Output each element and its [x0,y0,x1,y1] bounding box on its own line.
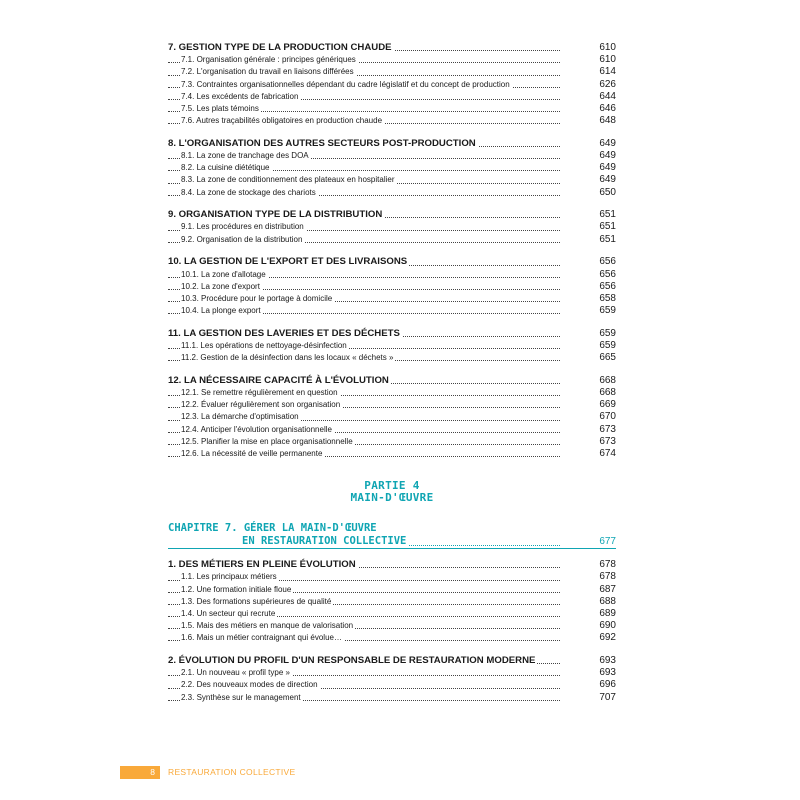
toc-subsection-page: 649 [599,174,616,186]
toc-section-title: 9. ORGANISATION TYPE DE LA DISTRIBUTION [168,209,383,221]
toc-subsection-page: 707 [599,691,616,703]
toc-subsection[interactable] [168,187,616,199]
toc-subsection-title: 8.2. La cuisine diététique [181,162,272,174]
toc-subsection-page: 670 [599,411,616,423]
toc-subsection[interactable] [168,281,616,293]
toc-section[interactable] [168,138,616,150]
chapter-heading[interactable] [168,522,616,548]
toc-subsection-page: 659 [599,339,616,351]
toc-subsection[interactable] [168,79,616,91]
toc-subsection-title: 8.3. La zone de conditionnement des plateaux en hospitalier [181,174,396,186]
toc-subsection[interactable] [168,448,616,460]
toc-subsection[interactable] [168,162,616,174]
toc-subsection-title: 11.2. Gestion de la désinfection dans les locaux « déchets » [181,352,395,364]
toc-section-title: 8. L'ORGANISATION DES AUTRES SECTEURS POST-PRODUCTION [168,137,476,149]
toc-subsection-page: 692 [599,632,616,644]
chapter-rule [168,548,616,549]
toc-subsection[interactable] [168,352,616,364]
toc-section[interactable] [168,256,616,268]
toc-section[interactable] [168,559,616,571]
toc-subsection-page: 610 [599,54,616,66]
toc-subsection-title: 12.6. La nécessité de veille permanente [181,448,324,460]
toc-section-page: 656 [599,256,616,268]
toc-section[interactable] [168,209,616,221]
toc-subsection[interactable] [168,150,616,162]
toc-section-title: 10. LA GESTION DE L'EXPORT ET DES LIVRAISONS [168,256,408,268]
toc-subsection-title: 10.2. La zone d'export [181,281,262,293]
toc-subsection-page: 649 [599,150,616,161]
chapter-title-line1: CHAPITRE 7. GÉRER LA MAIN-D'ŒUVRE [168,522,377,535]
toc-subsection-title: 10.3. Procédure pour le portage à domicile [181,293,334,305]
toc-subsection-title: 11.1. Les opérations de nettoyage-désinfection [181,340,349,352]
toc-subsection-page: 646 [599,102,616,114]
toc-subsection-page: 673 [599,435,616,447]
toc-subsection[interactable] [168,115,616,127]
toc-section-page: 651 [599,209,616,221]
toc-subsection[interactable] [168,269,616,281]
toc-subsection-title: 2.3. Synthèse sur le management [181,692,303,704]
toc-subsection-page: 656 [599,280,616,292]
toc-subsection-title: 9.2. Organisation de la distribution [181,234,304,246]
toc-subsection[interactable] [168,91,616,103]
part-number: PARTIE 4 [364,479,420,493]
toc-subsection[interactable] [168,399,616,411]
toc-subsection-page: 693 [599,667,616,679]
toc-subsection-title: 12.1. Se remettre régulièrement en question [181,387,340,399]
toc-subsection-page: 650 [599,186,616,198]
toc-subsection[interactable] [168,632,616,644]
toc-section[interactable] [168,42,616,54]
toc-subsection[interactable] [168,596,616,608]
toc-subsection-title: 12.2. Évaluer régulièrement son organisation [181,399,342,411]
toc-subsection-title: 12.3. La démarche d'optimisation [181,411,301,423]
toc-section-title: 12. LA NÉCESSAIRE CAPACITÉ À L'ÉVOLUTION [168,374,389,386]
toc-subsection-page: 690 [599,620,616,632]
toc-subsection-title: 1.3. Des formations supérieures de qualité [181,596,333,608]
toc-subsection-page: 658 [599,292,616,304]
toc-subsection-title: 8.1. La zone de tranchage des DOA [181,150,311,162]
toc-subsection-title: 12.4. Anticiper l'évolution organisationnelle [181,424,334,436]
toc-subsection-title: 10.1. La zone d'allotage [181,269,268,281]
toc-subsection[interactable] [168,667,616,679]
toc-subsection-title: 9.1. Les procédures en distribution [181,221,306,233]
toc-subsection-page: 626 [599,78,616,90]
toc-subsection-title: 7.6. Autres traçabilités obligatoires en production chaude [181,115,384,127]
toc-subsection[interactable] [168,571,616,583]
toc-subsection-title: 8.4. La zone de stockage des chariots [181,187,318,199]
toc-section-title: 7. GESTION TYPE DE LA PRODUCTION CHAUDE [168,42,392,53]
toc-sections-top [168,42,616,460]
toc-subsection-page: 665 [599,352,616,364]
running-title: RESTAURATION COLLECTIVE [168,767,296,777]
toc-subsection[interactable] [168,424,616,436]
toc-section-page: 668 [599,374,616,386]
toc-subsection-page: 678 [599,571,616,583]
chapter-title-line2: EN RESTAURATION COLLECTIVE [242,535,407,548]
toc-subsection-page: 669 [599,399,616,411]
table-of-contents [168,42,616,704]
toc-subsection[interactable] [168,293,616,305]
toc-subsection-title: 2.1. Un nouveau « profil type » [181,667,292,679]
toc-subsection-page: 673 [599,423,616,435]
toc-subsection-page: 656 [599,268,616,280]
toc-subsection[interactable] [168,174,616,186]
toc-sections-bottom [168,559,616,704]
toc-subsection-title: 7.2. L'organisation du travail en liaisons différées [181,66,356,78]
toc-subsection-page: 614 [599,66,616,78]
toc-subsection-title: 2.2. Des nouveaux modes de direction [181,679,320,691]
toc-subsection-page: 687 [599,583,616,595]
toc-subsection-title: 1.2. Une formation initiale floue [181,584,293,596]
toc-subsection[interactable] [168,620,616,632]
toc-subsection[interactable] [168,584,616,596]
toc-subsection-page: 674 [599,447,616,459]
toc-subsection[interactable] [168,54,616,66]
toc-section-title: 11. LA GESTION DES LAVERIES ET DES DÉCHETS [168,327,400,339]
page-number-box [120,766,160,779]
toc-subsection-page: 688 [599,595,616,607]
toc-subsection-page: 649 [599,162,616,174]
toc-section-page: 693 [599,654,616,666]
toc-subsection-title: 12.5. Planifier la mise en place organisationnelle [181,436,355,448]
toc-section-title: 1. DES MÉTIERS EN PLEINE ÉVOLUTION [168,559,356,571]
toc-subsection-title: 1.4. Un secteur qui recrute [181,608,277,620]
toc-subsection[interactable] [168,221,616,233]
toc-subsection[interactable] [168,103,616,115]
toc-subsection-title: 7.3. Contraintes organisationnelles dépendant du cadre législatif et du concept de production [181,79,512,91]
toc-subsection-page: 644 [599,90,616,102]
toc-subsection[interactable] [168,679,616,691]
toc-subsection-page: 648 [599,115,616,127]
toc-subsection-page: 659 [599,305,616,317]
toc-section[interactable] [168,375,616,387]
toc-section-page: 678 [599,559,616,571]
toc-subsection[interactable] [168,692,616,704]
page-number: 8 [150,767,155,777]
toc-subsection-page: 696 [599,679,616,691]
toc-subsection-title: 7.5. Les plats témoins [181,103,261,115]
toc-subsection-page: 689 [599,607,616,619]
toc-section-page: 649 [599,137,616,149]
toc-subsection[interactable] [168,608,616,620]
toc-subsection-title: 7.1. Organisation générale : principes génériques [181,54,358,66]
toc-subsection-title: 1.1. Les principaux métiers [181,571,279,583]
toc-section-title: 2. ÉVOLUTION DU PROFIL D'UN RESPONSABLE DE RESTAURATION MODERNE [168,654,536,666]
toc-subsection-page: 668 [599,387,616,398]
toc-subsection-page: 651 [599,233,616,245]
part-title: MAIN-D'ŒUVRE [350,491,434,505]
toc-section[interactable] [168,328,616,340]
toc-subsection[interactable] [168,411,616,423]
toc-subsection-title: 1.6. Mais un métier contraignant qui évolue… [181,632,344,644]
toc-subsection[interactable] [168,436,616,448]
part-heading [168,480,616,504]
toc-subsection[interactable] [168,387,616,399]
toc-subsection-title: 1.5. Mais des métiers en manque de valorisation [181,620,355,632]
toc-subsection-title: 7.4. Les excédents de fabrication [181,91,300,103]
toc-section-page: 659 [599,327,616,339]
toc-subsection-page: 651 [599,221,616,233]
toc-subsection[interactable] [168,340,616,352]
toc-subsection[interactable] [168,234,616,246]
chapter-page: 677 [599,536,616,548]
toc-section[interactable] [168,655,616,667]
toc-subsection[interactable] [168,305,616,317]
toc-subsection[interactable] [168,66,616,78]
toc-subsection-title: 10.4. La plonge export [181,305,263,317]
toc-section-page: 610 [599,42,616,53]
